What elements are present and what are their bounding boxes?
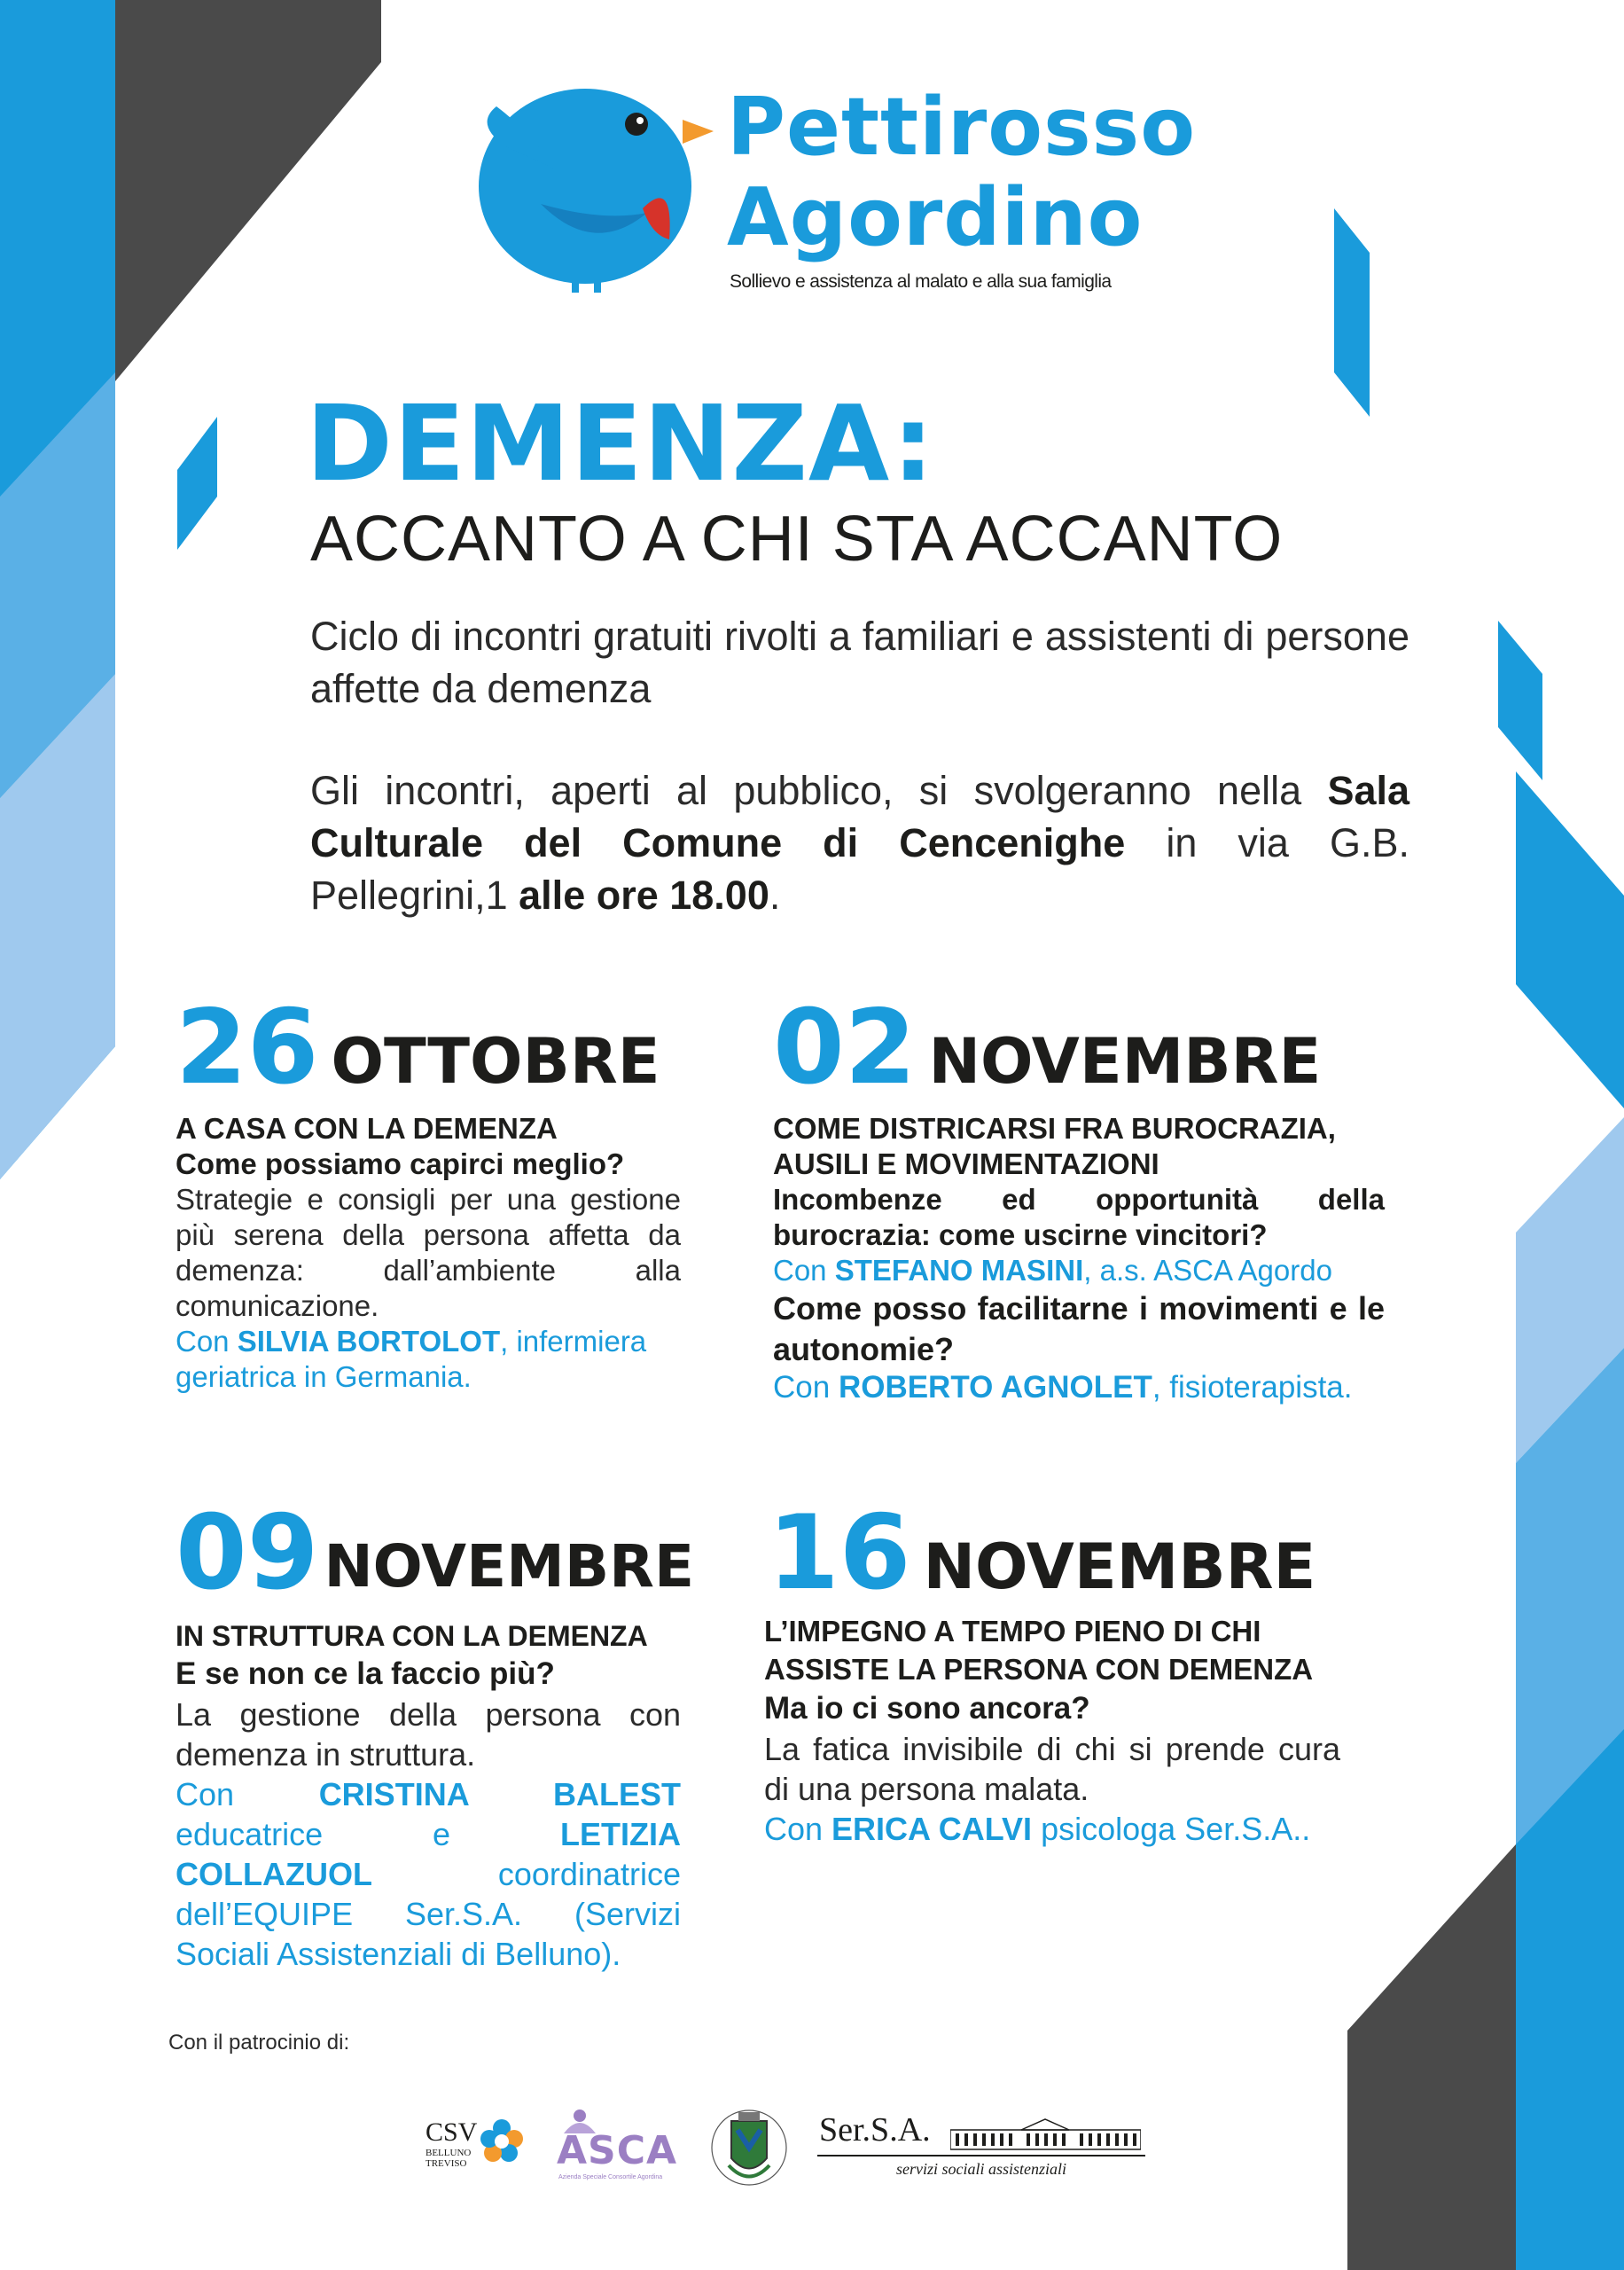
event-description: La gestione della persona con demenza in struttura. bbox=[176, 1696, 681, 1773]
csv-logo: CSV BELLUNO TREVISO bbox=[424, 2112, 526, 2183]
event-title: COME DISTRICARSI FRA BUROCRAZIA, AUSILI E MOVIMENTAZIONI bbox=[773, 1112, 1336, 1180]
event-question: Ma io ci sono ancora? bbox=[764, 1691, 1090, 1726]
venue-end: . bbox=[769, 873, 781, 918]
brand-name-line1: Pettirosso bbox=[727, 81, 1197, 174]
event-title: L’IMPEGNO A TEMPO PIENO DI CHI ASSISTE LA PERSONA CON DEMENZA bbox=[764, 1615, 1314, 1686]
event-block-2 bbox=[773, 1111, 1385, 1405]
event-speaker: Con STEFANO MASINI, a.s. ASCA Agordo bbox=[773, 1254, 1332, 1287]
deco-right-1 bbox=[1334, 208, 1370, 417]
bird-icon bbox=[470, 71, 736, 301]
event-block-3 bbox=[176, 1618, 681, 1974]
building-icon bbox=[950, 2117, 1141, 2151]
event-block-4 bbox=[764, 1612, 1380, 1849]
event-day: 16 bbox=[768, 1493, 911, 1613]
event-month: NOVEMBRE bbox=[324, 1532, 695, 1601]
event-date-3 bbox=[176, 1490, 695, 1613]
event-speaker: Con CRISTINA BALEST educatrice e LETIZIA COLLAZUOL coordinatrice dell’EQUIPE Ser.S.A. (Servizi Sociali Assistenziali di Belluno). bbox=[176, 1776, 681, 1972]
event-speaker-2: Con ROBERTO AGNOLET, fisioterapista. bbox=[773, 1370, 1353, 1405]
speaker-name: ERICA CALVI bbox=[832, 1811, 1033, 1847]
event-date-4 bbox=[768, 1490, 1316, 1613]
deco-left-gray bbox=[115, 0, 381, 381]
deco-right-2 bbox=[1498, 621, 1542, 780]
asca-logo: ASCA Azienda Speciale Consortile Agordina bbox=[557, 2109, 681, 2188]
venue-name: Sala Culturale del Comune di Cencenighe bbox=[310, 768, 1410, 865]
speaker-name-2: ROBERTO AGNOLET bbox=[838, 1370, 1152, 1405]
event-date-2 bbox=[773, 984, 1322, 1108]
speaker-name: SILVIA BORTOLOT bbox=[237, 1325, 501, 1358]
event-title: IN STRUTTURA CON LA DEMENZA bbox=[176, 1620, 648, 1652]
event-month: NOVEMBRE bbox=[923, 1530, 1316, 1603]
venue-address: in via G.B. Pellegrini,1 bbox=[310, 820, 1409, 918]
brand-logo bbox=[470, 71, 736, 301]
headline-title: DEMENZA: bbox=[306, 382, 935, 505]
event-day: 26 bbox=[176, 988, 319, 1108]
deco-left-small bbox=[177, 417, 217, 550]
deco-right-6 bbox=[1347, 1844, 1516, 2270]
comune-crest bbox=[709, 2094, 789, 2201]
event-question: Come possiamo capirci meglio? bbox=[176, 1147, 625, 1180]
sersa-logo: Ser.S.A. servizi sociali assistenziali bbox=[817, 2110, 1145, 2181]
intro-venue bbox=[310, 764, 1409, 921]
event-question-2: Come posso facilitarne i movimenti e le autonomie? bbox=[773, 1290, 1385, 1367]
event-question: Incombenze ed opportunità della burocrazia: come uscirne vincitori? bbox=[773, 1183, 1385, 1251]
intro-lead: Ciclo di incontri gratuiti rivolti a familiari e assistenti di persone affette da demenza bbox=[310, 614, 1409, 711]
brand-tagline: Sollievo e assistenza al malato e alla sua famiglia bbox=[730, 271, 1112, 292]
event-question: E se non ce la faccio più? bbox=[176, 1656, 555, 1691]
event-speaker: Con ERICA CALVI psicologa Ser.S.A.. bbox=[764, 1811, 1311, 1847]
coat-of-arms-icon bbox=[709, 2094, 789, 2201]
deco-right-3 bbox=[1516, 771, 1624, 1108]
event-block-1 bbox=[176, 1111, 681, 1395]
speaker-name: STEFANO MASINI bbox=[834, 1254, 1084, 1287]
headline-subtitle: ACCANTO A CHI STA ACCANTO bbox=[310, 504, 1284, 575]
event-day: 02 bbox=[773, 988, 917, 1108]
event-day: 09 bbox=[176, 1493, 319, 1613]
patronage-label: Con il patrocinio di: bbox=[168, 2031, 350, 2055]
speaker-name: CRISTINA BALEST bbox=[318, 1776, 681, 1812]
event-description: La fatica invisibile di chi si prende cura di una persona malata. bbox=[764, 1731, 1340, 1807]
venue-time: alle ore 18.00 bbox=[519, 873, 769, 918]
csv-flower-icon bbox=[479, 2117, 525, 2164]
venue-pre: Gli incontri, aperti al pubblico, si svolgeranno nella bbox=[310, 768, 1302, 813]
speaker-name-2: LETIZIA COLLAZUOL bbox=[176, 1816, 681, 1892]
event-speaker: Con SILVIA BORTOLOT, infermiera geriatrica in Germania. bbox=[176, 1325, 647, 1393]
event-month: NOVEMBRE bbox=[928, 1025, 1322, 1098]
event-description: Strategie e consigli per una gestione più serena della persona affetta da demenza: dall’ambiente alla comunicazione. bbox=[176, 1183, 681, 1322]
event-date-1 bbox=[176, 984, 660, 1108]
brand-name-line2: Agordino bbox=[727, 171, 1144, 264]
event-title: A CASA CON LA DEMENZA bbox=[176, 1112, 558, 1145]
event-month: OTTOBRE bbox=[331, 1025, 660, 1098]
